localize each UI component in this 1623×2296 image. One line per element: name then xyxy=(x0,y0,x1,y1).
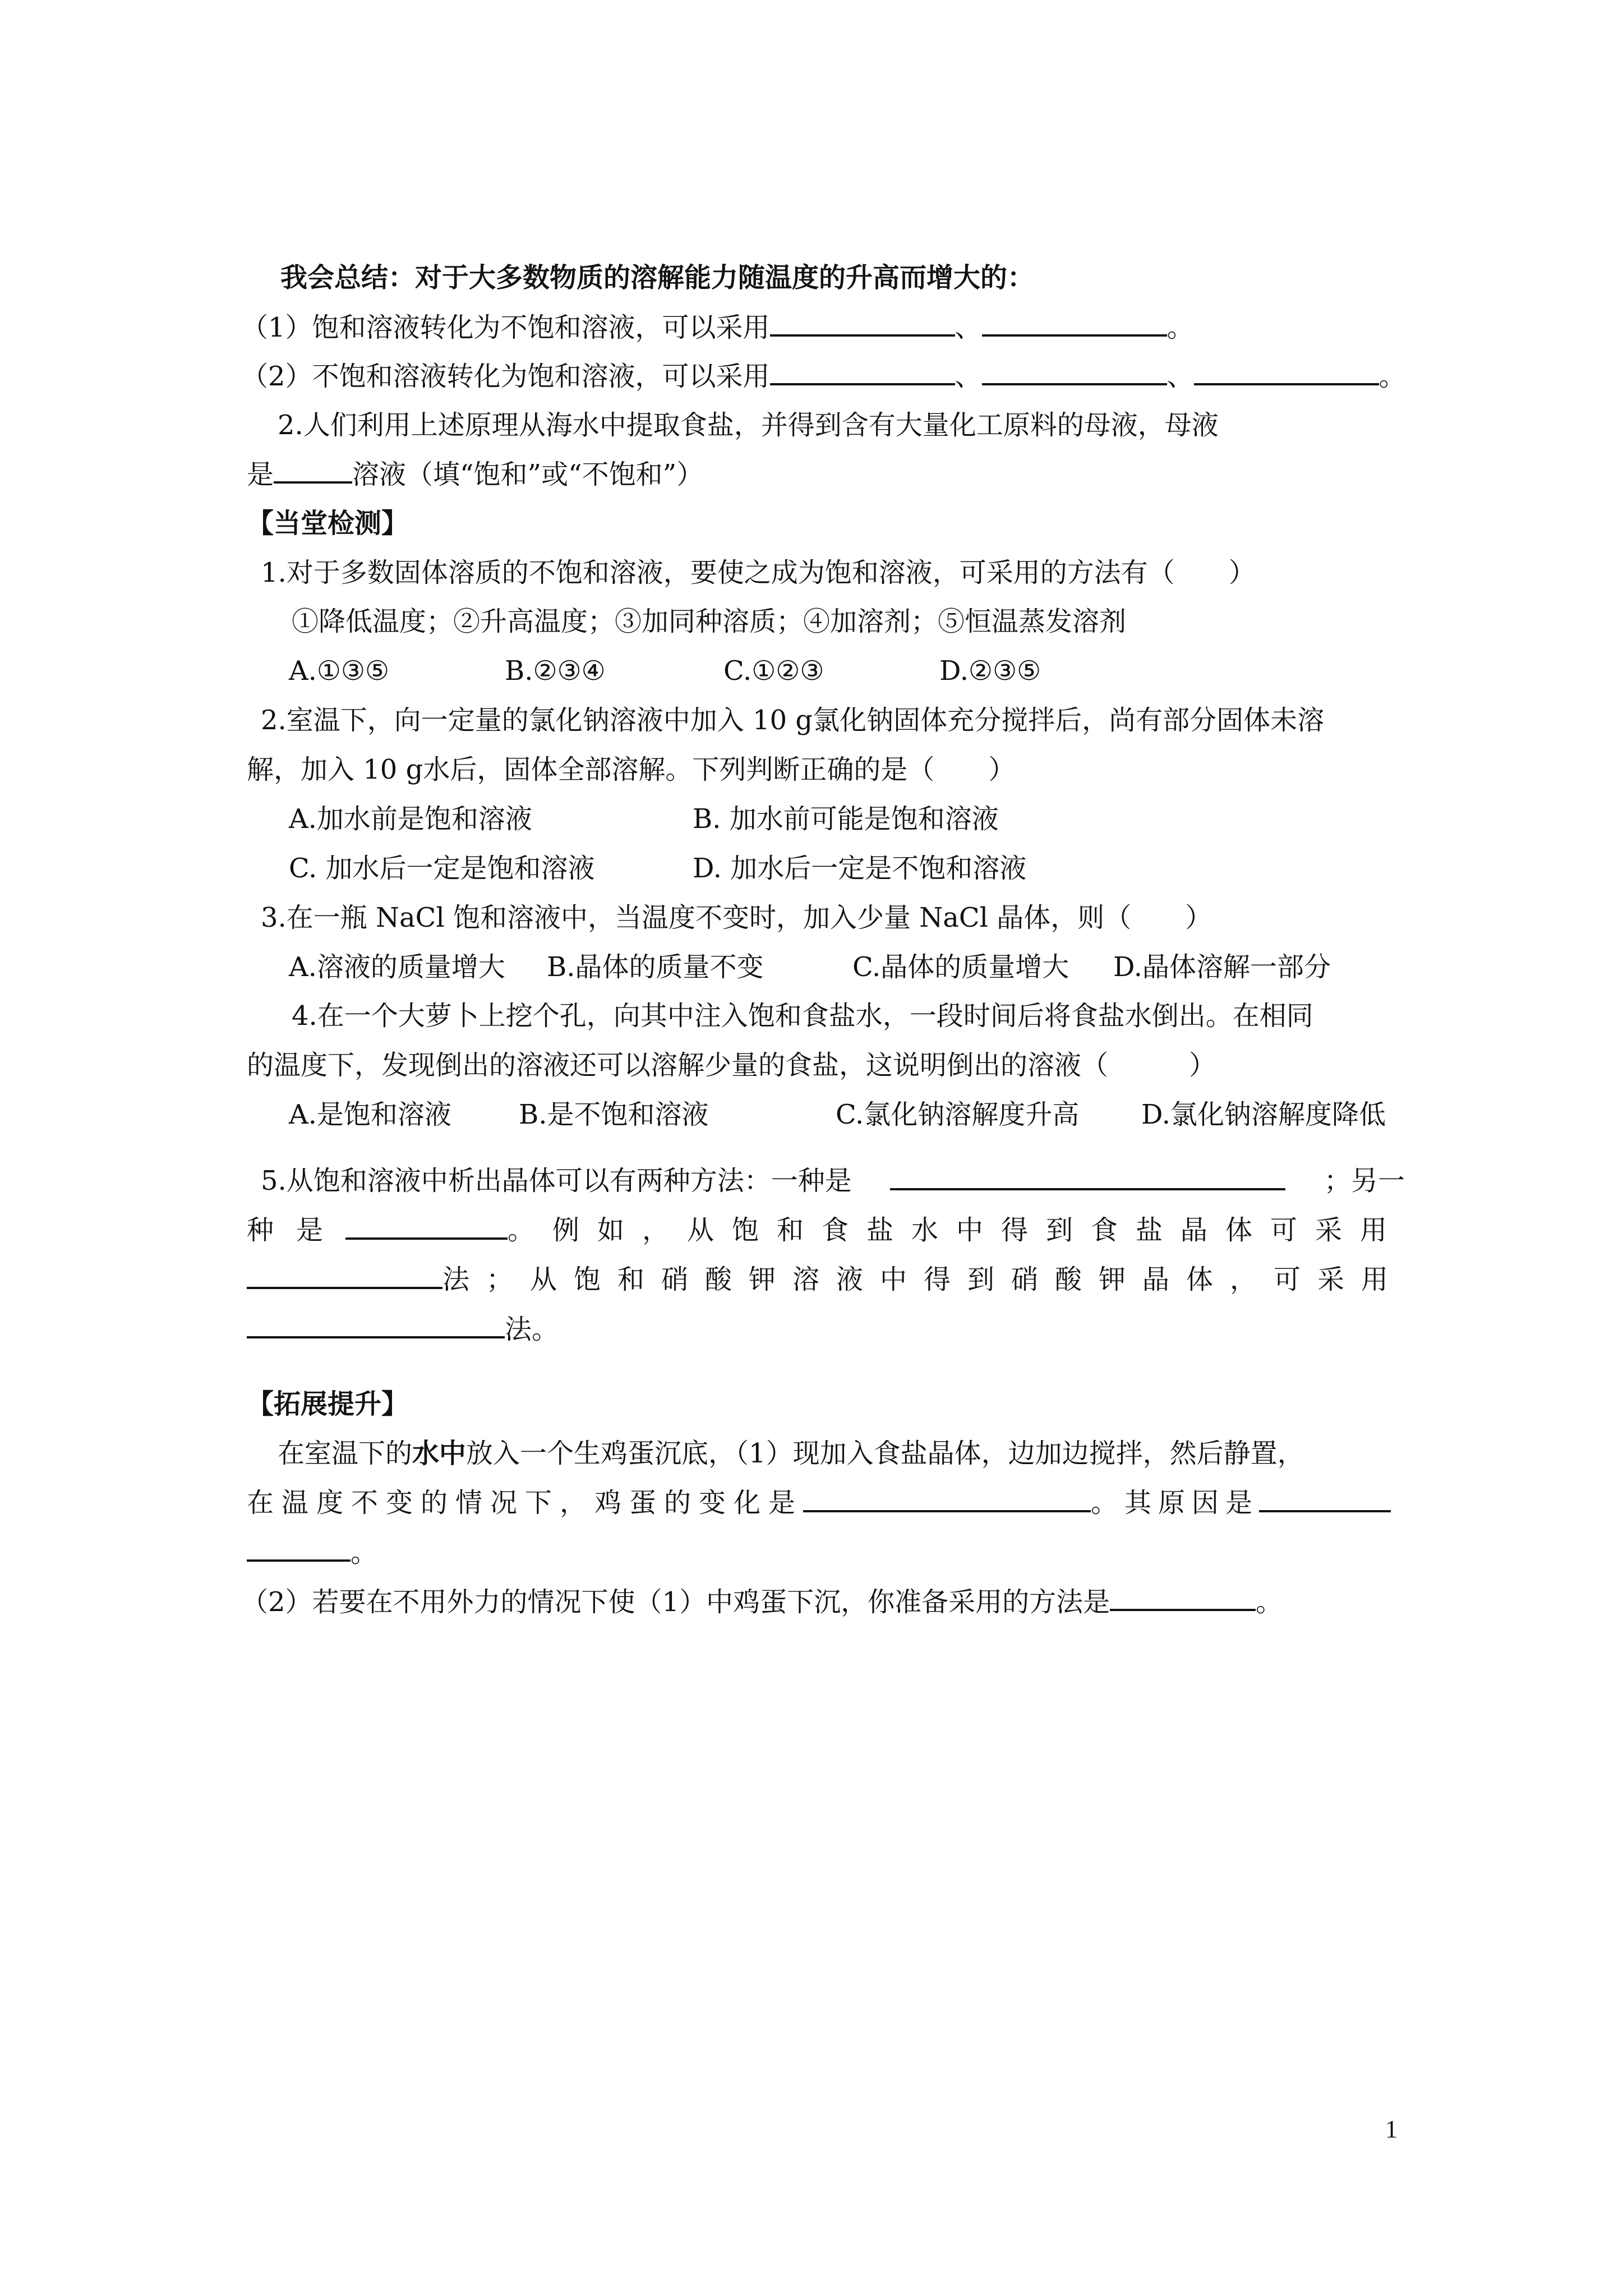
answer-blank[interactable] xyxy=(247,1261,442,1289)
q1-options xyxy=(289,652,1041,689)
q1-option-b[interactable]: B.②③④ xyxy=(505,655,606,687)
q1-option-c[interactable]: C.①②③ xyxy=(723,655,824,687)
summary-item-2 xyxy=(241,357,1406,395)
extend-line1 xyxy=(278,1435,1304,1472)
q1-stem: 1.对于多数固体溶质的不饱和溶液，要使之成为饱和溶液，可采用的方法有（ ） xyxy=(261,557,1256,588)
q2-option-a[interactable]: A.加水前是饱和溶液 xyxy=(289,803,532,835)
q2-options-row1 xyxy=(289,800,999,838)
q4-line1: 4.在一个大萝卜上挖个孔，向其中注入饱和食盐水，一段时间后将食盐水倒出。在相同 xyxy=(292,1000,1313,1032)
extend-text-e: （2）若要在不用外力的情况下使（1）中鸡蛋下沉，你准备采用的方法是 xyxy=(241,1586,1110,1618)
extend-text-a: 在室温下的 xyxy=(278,1438,413,1469)
check-heading: 【当堂检测】 xyxy=(247,508,409,539)
q4-option-c[interactable]: C.氯化钠溶解度升高 xyxy=(836,1099,1080,1130)
q5-text-f: 法。 xyxy=(505,1314,559,1345)
q3-option-d[interactable]: D.晶体溶解一部分 xyxy=(1113,951,1331,983)
q4-option-d[interactable]: D.氯化钠溶解度降低 xyxy=(1141,1099,1386,1130)
q5-text-c: 种是 xyxy=(247,1214,346,1246)
extend-heading: 【拓展提升】 xyxy=(247,1388,409,1420)
q4-line2: 的温度下，发现倒出的溶液还可以溶解少量的食盐，这说明倒出的溶液（ ） xyxy=(247,1050,1216,1081)
q5-line2 xyxy=(247,1212,1405,1249)
answer-blank[interactable] xyxy=(770,357,955,385)
extend-line4 xyxy=(241,1583,1283,1621)
page-number: 1 xyxy=(1385,2115,1398,2143)
q5-text-a: 5.从饱和溶液中析出晶体可以有两种方法：一种是 xyxy=(261,1165,852,1197)
answer-blank[interactable] xyxy=(982,309,1167,337)
summary-q2-line2 xyxy=(247,455,703,493)
q1-option-d[interactable]: D.②③⑤ xyxy=(939,655,1041,687)
q5-text-d: 。例如，从饱和食盐水中得到食盐晶体可采用 xyxy=(507,1214,1405,1246)
q3-option-b[interactable]: B.晶体的质量不变 xyxy=(547,951,764,983)
extend-bold-text: 水中 xyxy=(412,1438,467,1469)
q2-option-b[interactable]: B. 加水前可能是饱和溶液 xyxy=(693,803,999,835)
extend-line2 xyxy=(247,1484,1391,1521)
q5-line1 xyxy=(261,1162,1405,1199)
extend-text-d: 。其原因是 xyxy=(1091,1487,1260,1519)
extend-text-b: 放入一个生鸡蛋沉底，（1）现加入食盐晶体，边加边搅拌，然后静置， xyxy=(466,1438,1304,1469)
summary-item-2-text: （2）不饱和溶液转化为饱和溶液，可以采用 xyxy=(241,361,770,392)
answer-blank[interactable] xyxy=(770,309,955,337)
q5-text-e: 法；从饱和硝酸钾溶液中得到硝酸钾晶体，可采用 xyxy=(442,1264,1405,1295)
q1-option-a[interactable]: A.①③⑤ xyxy=(289,655,390,687)
q1-methods: ①降低温度；②升高温度；③加同种溶质；④加溶剂；⑤恒温蒸发溶剂 xyxy=(292,606,1127,637)
q3-option-c[interactable]: C.晶体的质量增大 xyxy=(852,951,1069,983)
period: 。 xyxy=(351,1537,378,1568)
q5-line4 xyxy=(247,1310,559,1348)
extend-text-c: 在温度不变的情况下，鸡蛋的变化是 xyxy=(247,1487,804,1519)
q4-option-a[interactable]: A.是饱和溶液 xyxy=(289,1099,451,1130)
q2-text-b: 溶液（填“饱和”或“不饱和”） xyxy=(352,459,704,490)
q3-options xyxy=(289,949,1331,986)
q5-line3 xyxy=(247,1261,1405,1298)
answer-blank[interactable] xyxy=(345,1212,508,1240)
separator: 、 xyxy=(955,361,982,392)
q2-line2: 解，加入 10 g水后，固体全部溶解。下列判断正确的是（ ） xyxy=(247,754,1016,785)
answer-blank[interactable] xyxy=(982,357,1167,385)
q2-option-d[interactable]: D. 加水后一定是不饱和溶液 xyxy=(693,853,1027,884)
q2-text-a: 是 xyxy=(247,459,274,490)
answer-blank[interactable] xyxy=(247,1310,505,1338)
separator: 、 xyxy=(955,312,982,343)
period: 。 xyxy=(1166,312,1194,343)
answer-blank[interactable] xyxy=(247,1534,351,1562)
answer-blank[interactable] xyxy=(803,1484,1091,1512)
answer-blank[interactable] xyxy=(1259,1484,1391,1512)
q2-option-c[interactable]: C. 加水后一定是饱和溶液 xyxy=(289,853,595,884)
period: 。 xyxy=(1256,1586,1283,1618)
q3-option-a[interactable]: A.溶液的质量增大 xyxy=(289,951,505,983)
summary-item-1 xyxy=(241,309,1194,346)
summary-q2-line1: 2.人们利用上述原理从海水中提取食盐，并得到含有大量化工原料的母液，母液 xyxy=(278,409,1219,441)
extend-line3 xyxy=(247,1534,377,1571)
q2-line1: 2.室温下，向一定量的氯化钠溶液中加入 10 g氯化钠固体充分搅拌后，尚有部分固体未溶 xyxy=(261,705,1325,736)
answer-blank[interactable] xyxy=(890,1162,1285,1190)
q2-options-row2 xyxy=(289,850,1027,887)
period: 。 xyxy=(1378,361,1406,392)
answer-blank[interactable] xyxy=(1110,1583,1256,1611)
answer-blank[interactable] xyxy=(274,455,352,484)
answer-blank[interactable] xyxy=(1194,357,1379,385)
q3-stem: 3.在一瓶 NaCl 饱和溶液中，当温度不变时，加入少量 NaCl 晶体，则（ ） xyxy=(261,902,1212,933)
q4-option-b[interactable]: B.是不饱和溶液 xyxy=(519,1099,709,1130)
q5-text-b: ；另一 xyxy=(1324,1165,1405,1197)
summary-item-1-text: （1）饱和溶液转化为不饱和溶液，可以采用 xyxy=(241,312,770,343)
separator: 、 xyxy=(1166,361,1194,392)
summary-heading: 我会总结：对于大多数物质的溶解能力随温度的升高而增大的： xyxy=(280,262,1035,293)
q4-options xyxy=(289,1096,1386,1133)
